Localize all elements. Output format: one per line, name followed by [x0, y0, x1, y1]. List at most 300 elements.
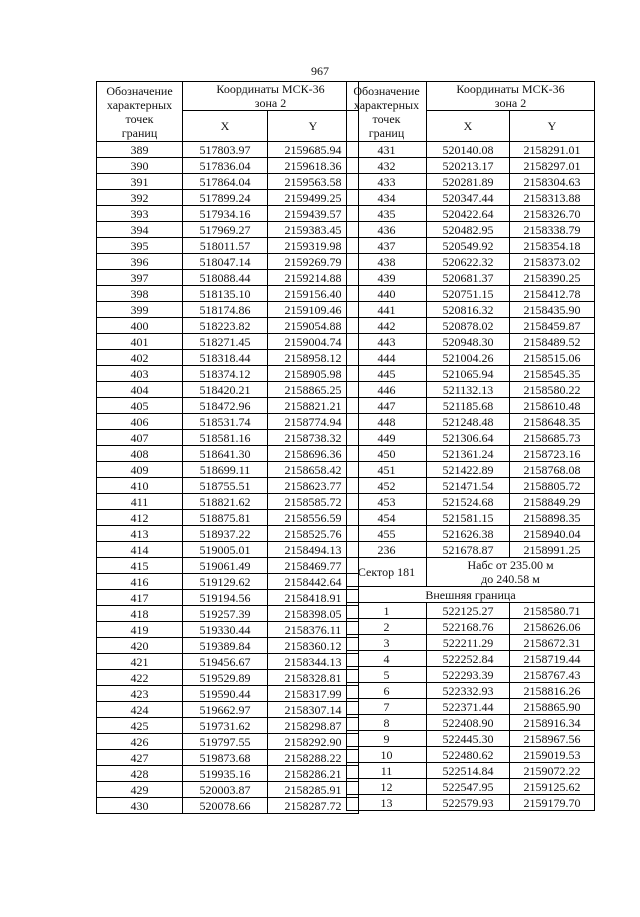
table-row — [97, 462, 359, 478]
table-row — [347, 619, 595, 635]
point-id-cell: 450 — [347, 446, 427, 462]
point-id-cell: 426 — [97, 734, 183, 750]
point-id-cell: 442 — [347, 318, 427, 334]
table-row — [97, 526, 359, 542]
point-id-cell: 404 — [97, 382, 183, 398]
table-row — [97, 654, 359, 670]
y-coord-cell: 2158767.43 — [510, 667, 595, 683]
x-coord-cell: 517969.27 — [183, 222, 268, 238]
table-row — [97, 174, 359, 190]
x-coord-cell: 521306.64 — [427, 430, 510, 446]
x-coord-cell: 518174.86 — [183, 302, 268, 318]
point-id-cell: 417 — [97, 590, 183, 606]
table-row — [347, 526, 595, 542]
point-id-cell: 427 — [97, 750, 183, 766]
point-id-cell: 390 — [97, 158, 183, 174]
table-row — [347, 142, 595, 158]
table-row — [347, 635, 595, 651]
table-row — [347, 779, 595, 795]
x-coord-cell: 518755.51 — [183, 478, 268, 494]
point-id-cell: 451 — [347, 462, 427, 478]
point-id-cell: 423 — [97, 686, 183, 702]
point-id-cell: 392 — [97, 190, 183, 206]
x-coord-cell: 522211.29 — [427, 635, 510, 651]
point-id-cell: 440 — [347, 286, 427, 302]
x-coord-cell: 518223.82 — [183, 318, 268, 334]
y-coord-cell: 2159214.88 — [268, 270, 359, 286]
y-coord-cell: 2159618.36 — [268, 158, 359, 174]
point-id-cell: 403 — [97, 366, 183, 382]
sector-label: Сектор 181 — [347, 558, 427, 587]
y-coord-cell: 2158288.22 — [268, 750, 359, 766]
point-id-cell: 424 — [97, 702, 183, 718]
x-coord-cell: 519129.62 — [183, 574, 268, 590]
table-row — [97, 286, 359, 302]
point-id-cell: 431 — [347, 142, 427, 158]
x-coord-cell: 519662.97 — [183, 702, 268, 718]
table-row — [97, 782, 359, 798]
table-row — [347, 366, 595, 382]
point-id-cell: 421 — [97, 654, 183, 670]
y-coord-cell: 2159319.98 — [268, 238, 359, 254]
point-id-cell: 393 — [97, 206, 183, 222]
point-id-cell: 408 — [97, 446, 183, 462]
y-coord-cell: 2158991.25 — [510, 542, 595, 558]
point-id-cell: 7 — [347, 699, 427, 715]
outer-boundary-label: Внешняя граница — [347, 587, 595, 603]
y-coord-cell: 2158898.35 — [510, 510, 595, 526]
point-id-cell: 398 — [97, 286, 183, 302]
x-coord-cell: 519330.44 — [183, 622, 268, 638]
left-table-body — [97, 142, 359, 814]
x-coord-cell: 517864.04 — [183, 174, 268, 190]
x-coord-cell: 520622.32 — [427, 254, 510, 270]
x-coord-cell: 522408.90 — [427, 715, 510, 731]
point-id-cell: 441 — [347, 302, 427, 318]
y-coord-cell: 2159383.45 — [268, 222, 359, 238]
table-row — [347, 334, 595, 350]
y-coord-cell: 2158696.36 — [268, 446, 359, 462]
y-coord-cell: 2158469.77 — [268, 558, 359, 574]
table-row — [347, 603, 595, 619]
x-coord-cell: 520681.37 — [427, 270, 510, 286]
y-coord-cell: 2158328.81 — [268, 670, 359, 686]
point-id-cell: 445 — [347, 366, 427, 382]
point-id-cell: 438 — [347, 254, 427, 270]
y-coord-cell: 2158360.12 — [268, 638, 359, 654]
point-id-cell: 432 — [347, 158, 427, 174]
x-coord-cell: 517836.04 — [183, 158, 268, 174]
point-id-cell: 444 — [347, 350, 427, 366]
x-coord-cell: 520948.30 — [427, 334, 510, 350]
point-id-cell: 399 — [97, 302, 183, 318]
y-coord-cell: 2158774.94 — [268, 414, 359, 430]
y-coord-cell: 2158849.29 — [510, 494, 595, 510]
x-coord-cell: 519005.01 — [183, 542, 268, 558]
x-coord-cell: 520751.15 — [427, 286, 510, 302]
y-coord-cell: 2158672.31 — [510, 635, 595, 651]
table-row — [97, 382, 359, 398]
y-coord-cell: 2158376.11 — [268, 622, 359, 638]
table-row — [97, 158, 359, 174]
x-coord-cell: 522579.93 — [427, 795, 510, 811]
y-coord-cell: 2158390.25 — [510, 270, 595, 286]
y-coord-cell: 2158435.90 — [510, 302, 595, 318]
y-coord-cell: 2158344.13 — [268, 654, 359, 670]
point-id-cell: 411 — [97, 494, 183, 510]
y-coord-cell: 2158298.87 — [268, 718, 359, 734]
point-id-cell: 396 — [97, 254, 183, 270]
coords-title-header — [183, 82, 359, 111]
x-coord-cell: 522125.27 — [427, 603, 510, 619]
y-coord-cell: 2158805.72 — [510, 478, 595, 494]
x-coord-cell: 521132.13 — [427, 382, 510, 398]
point-id-cell: 437 — [347, 238, 427, 254]
y-coord-cell: 2158723.16 — [510, 446, 595, 462]
x-coord-cell: 519257.39 — [183, 606, 268, 622]
x-coord-cell: 519873.68 — [183, 750, 268, 766]
y-coord-cell: 2158545.35 — [510, 366, 595, 382]
point-id-cell: 422 — [97, 670, 183, 686]
x-coord-cell: 517899.24 — [183, 190, 268, 206]
col-x-header: X — [183, 111, 268, 142]
table-row — [347, 731, 595, 747]
y-coord-cell: 2158459.87 — [510, 318, 595, 334]
point-id-cell: 402 — [97, 350, 183, 366]
table-row — [97, 766, 359, 782]
designation-line-3: точек — [125, 111, 154, 126]
x-coord-cell: 522293.39 — [427, 667, 510, 683]
point-id-cell: 1 — [347, 603, 427, 619]
table-row — [97, 510, 359, 526]
y-coord-cell: 2158585.72 — [268, 494, 359, 510]
point-id-cell: 2 — [347, 619, 427, 635]
y-coord-cell: 2158768.08 — [510, 462, 595, 478]
table-row — [97, 206, 359, 222]
designation-line-2: характерных — [106, 97, 173, 112]
table-row — [97, 398, 359, 414]
table-row — [97, 574, 359, 590]
designation-line-3: точек — [372, 111, 401, 126]
y-coord-cell: 2158313.88 — [510, 190, 595, 206]
y-coord-cell: 2158816.26 — [510, 683, 595, 699]
x-coord-cell: 521065.94 — [427, 366, 510, 382]
table-header — [97, 82, 359, 142]
x-coord-cell: 518271.45 — [183, 334, 268, 350]
coords-title-line-2: зона 2 — [494, 96, 527, 110]
point-id-cell: 448 — [347, 414, 427, 430]
table-row — [347, 302, 595, 318]
table-row — [347, 270, 595, 286]
x-coord-cell: 520213.17 — [427, 158, 510, 174]
point-id-cell: 11 — [347, 763, 427, 779]
designation-header — [97, 82, 183, 142]
point-id-cell: 8 — [347, 715, 427, 731]
x-coord-cell: 521361.24 — [427, 446, 510, 462]
y-coord-cell: 2158658.42 — [268, 462, 359, 478]
table-row — [97, 478, 359, 494]
x-coord-cell: 518047.14 — [183, 254, 268, 270]
y-coord-cell: 2158398.05 — [268, 606, 359, 622]
table-row — [97, 734, 359, 750]
y-coord-cell: 2158865.90 — [510, 699, 595, 715]
col-y-header: Y — [510, 111, 595, 142]
point-id-cell: 12 — [347, 779, 427, 795]
x-coord-cell: 520281.89 — [427, 174, 510, 190]
table-row — [97, 702, 359, 718]
coordinates-table-left — [96, 81, 359, 814]
point-id-cell: 436 — [347, 222, 427, 238]
y-coord-cell: 2158525.76 — [268, 526, 359, 542]
y-coord-cell: 2159054.88 — [268, 318, 359, 334]
x-coord-cell: 521581.15 — [427, 510, 510, 526]
x-coord-cell: 518581.16 — [183, 430, 268, 446]
point-id-cell: 394 — [97, 222, 183, 238]
table-row — [97, 254, 359, 270]
table-row — [97, 190, 359, 206]
point-id-cell: 428 — [97, 766, 183, 782]
point-id-cell: 443 — [347, 334, 427, 350]
table-row — [347, 462, 595, 478]
page-number: 967 — [311, 64, 329, 78]
table-row — [97, 350, 359, 366]
x-coord-cell: 518088.44 — [183, 270, 268, 286]
point-id-cell: 395 — [97, 238, 183, 254]
table-row — [347, 446, 595, 462]
point-id-cell: 6 — [347, 683, 427, 699]
y-coord-cell: 2158286.21 — [268, 766, 359, 782]
y-coord-cell: 2158719.44 — [510, 651, 595, 667]
table-row — [347, 683, 595, 699]
y-coord-cell: 2159109.46 — [268, 302, 359, 318]
point-id-cell: 414 — [97, 542, 183, 558]
table-row — [97, 558, 359, 574]
point-id-cell: 397 — [97, 270, 183, 286]
x-coord-cell: 520140.08 — [427, 142, 510, 158]
y-coord-cell: 2158580.71 — [510, 603, 595, 619]
table-row — [347, 747, 595, 763]
y-coord-cell: 2158648.35 — [510, 414, 595, 430]
table-row — [97, 606, 359, 622]
table-row — [347, 510, 595, 526]
y-coord-cell: 2159004.74 — [268, 334, 359, 350]
table-row — [97, 622, 359, 638]
table-row — [97, 718, 359, 734]
table-row — [97, 238, 359, 254]
y-coord-cell: 2158412.78 — [510, 286, 595, 302]
x-coord-cell: 520482.95 — [427, 222, 510, 238]
table-row — [97, 430, 359, 446]
y-coord-cell: 2158291.01 — [510, 142, 595, 158]
y-coord-cell: 2158304.63 — [510, 174, 595, 190]
x-coord-cell: 517934.16 — [183, 206, 268, 222]
designation-header — [347, 82, 427, 142]
point-id-cell: 236 — [347, 542, 427, 558]
x-coord-cell: 518472.96 — [183, 398, 268, 414]
x-coord-cell: 520816.32 — [427, 302, 510, 318]
y-coord-cell: 2158685.73 — [510, 430, 595, 446]
y-coord-cell: 2158940.04 — [510, 526, 595, 542]
right-table-body — [347, 142, 595, 558]
y-coord-cell: 2158556.59 — [268, 510, 359, 526]
point-id-cell: 412 — [97, 510, 183, 526]
x-coord-cell: 520422.64 — [427, 206, 510, 222]
y-coord-cell: 2158307.14 — [268, 702, 359, 718]
point-id-cell: 409 — [97, 462, 183, 478]
table-row — [97, 670, 359, 686]
coords-title-header — [427, 82, 595, 111]
y-coord-cell: 2158515.06 — [510, 350, 595, 366]
point-id-cell: 455 — [347, 526, 427, 542]
x-coord-cell: 518937.22 — [183, 526, 268, 542]
point-id-cell: 405 — [97, 398, 183, 414]
y-coord-cell: 2158285.91 — [268, 782, 359, 798]
y-coord-cell: 2158317.99 — [268, 686, 359, 702]
x-coord-cell: 522332.93 — [427, 683, 510, 699]
designation-line-1: Обозначение — [106, 83, 173, 98]
x-coord-cell: 518135.10 — [183, 286, 268, 302]
table-row — [347, 222, 595, 238]
y-coord-cell: 2158494.13 — [268, 542, 359, 558]
x-coord-cell: 521248.48 — [427, 414, 510, 430]
table-row — [347, 478, 595, 494]
x-coord-cell: 519194.56 — [183, 590, 268, 606]
y-coord-cell: 2159072.22 — [510, 763, 595, 779]
coords-title-line-1: Координаты МСК-36 — [216, 82, 325, 96]
point-id-cell: 10 — [347, 747, 427, 763]
y-coord-cell: 2158623.77 — [268, 478, 359, 494]
table-row — [347, 254, 595, 270]
table-row — [347, 286, 595, 302]
point-id-cell: 3 — [347, 635, 427, 651]
point-id-cell: 389 — [97, 142, 183, 158]
y-coord-cell: 2158354.18 — [510, 238, 595, 254]
y-coord-cell: 2158338.79 — [510, 222, 595, 238]
y-coord-cell: 2158326.70 — [510, 206, 595, 222]
sector-value — [427, 558, 595, 587]
x-coord-cell: 521185.68 — [427, 398, 510, 414]
point-id-cell: 415 — [97, 558, 183, 574]
y-coord-cell: 2159563.58 — [268, 174, 359, 190]
table-row — [347, 699, 595, 715]
table-header — [347, 82, 595, 142]
x-coord-cell: 518699.11 — [183, 462, 268, 478]
x-coord-cell: 521524.68 — [427, 494, 510, 510]
x-coord-cell: 519529.89 — [183, 670, 268, 686]
table-row — [97, 366, 359, 382]
x-coord-cell: 519935.16 — [183, 766, 268, 782]
x-coord-cell: 518011.57 — [183, 238, 268, 254]
y-coord-cell: 2158916.34 — [510, 715, 595, 731]
x-coord-cell: 517803.97 — [183, 142, 268, 158]
y-coord-cell: 2159019.53 — [510, 747, 595, 763]
point-id-cell: 439 — [347, 270, 427, 286]
table-row — [347, 430, 595, 446]
x-coord-cell: 518875.81 — [183, 510, 268, 526]
table-row — [97, 798, 359, 814]
x-coord-cell: 520549.92 — [427, 238, 510, 254]
table-row — [347, 398, 595, 414]
y-coord-cell: 2158905.98 — [268, 366, 359, 382]
point-id-cell: 406 — [97, 414, 183, 430]
x-coord-cell: 522514.84 — [427, 763, 510, 779]
table-row — [97, 334, 359, 350]
x-coord-cell: 519797.55 — [183, 734, 268, 750]
point-id-cell: 4 — [347, 651, 427, 667]
table-row — [347, 318, 595, 334]
point-id-cell: 5 — [347, 667, 427, 683]
sector-block — [347, 558, 595, 603]
point-id-cell: 425 — [97, 718, 183, 734]
y-coord-cell: 2158297.01 — [510, 158, 595, 174]
designation-line-1: Обозначение — [353, 83, 420, 98]
table-row — [347, 174, 595, 190]
point-id-cell: 430 — [97, 798, 183, 814]
point-id-cell: 435 — [347, 206, 427, 222]
table-row — [97, 686, 359, 702]
table-row — [347, 494, 595, 510]
y-coord-cell: 2158626.06 — [510, 619, 595, 635]
point-id-cell: 418 — [97, 606, 183, 622]
x-coord-cell: 521471.54 — [427, 478, 510, 494]
x-coord-cell: 520878.02 — [427, 318, 510, 334]
point-id-cell: 453 — [347, 494, 427, 510]
x-coord-cell: 519389.84 — [183, 638, 268, 654]
x-coord-cell: 521626.38 — [427, 526, 510, 542]
y-coord-cell: 2159156.40 — [268, 286, 359, 302]
point-id-cell: 433 — [347, 174, 427, 190]
y-coord-cell: 2158292.90 — [268, 734, 359, 750]
y-coord-cell: 2158610.48 — [510, 398, 595, 414]
x-coord-cell: 518374.12 — [183, 366, 268, 382]
x-coord-cell: 519590.44 — [183, 686, 268, 702]
x-coord-cell: 522480.62 — [427, 747, 510, 763]
y-coord-cell: 2158967.56 — [510, 731, 595, 747]
x-coord-cell: 522547.95 — [427, 779, 510, 795]
table-row — [97, 590, 359, 606]
y-coord-cell: 2159125.62 — [510, 779, 595, 795]
point-id-cell: 407 — [97, 430, 183, 446]
x-coord-cell: 520003.87 — [183, 782, 268, 798]
x-coord-cell: 518641.30 — [183, 446, 268, 462]
x-coord-cell: 522445.30 — [427, 731, 510, 747]
table-row — [347, 190, 595, 206]
table-row — [97, 414, 359, 430]
x-coord-cell: 518821.62 — [183, 494, 268, 510]
x-coord-cell: 518318.44 — [183, 350, 268, 366]
table-row — [97, 494, 359, 510]
point-id-cell: 401 — [97, 334, 183, 350]
point-id-cell: 391 — [97, 174, 183, 190]
point-id-cell: 419 — [97, 622, 183, 638]
y-coord-cell: 2158287.72 — [268, 798, 359, 814]
x-coord-cell: 522168.76 — [427, 619, 510, 635]
sector-value-line-2: до 240.58 м — [481, 572, 540, 586]
y-coord-cell: 2158373.02 — [510, 254, 595, 270]
table-row — [347, 715, 595, 731]
x-coord-cell: 522371.44 — [427, 699, 510, 715]
table-row — [347, 542, 595, 558]
outer-boundary-body — [347, 603, 595, 811]
x-coord-cell: 522252.84 — [427, 651, 510, 667]
designation-line-4: границ — [368, 125, 405, 140]
table-row — [97, 302, 359, 318]
point-id-cell: 400 — [97, 318, 183, 334]
table-row — [97, 142, 359, 158]
col-x-header: X — [427, 111, 510, 142]
point-id-cell: 13 — [347, 795, 427, 811]
point-id-cell: 420 — [97, 638, 183, 654]
